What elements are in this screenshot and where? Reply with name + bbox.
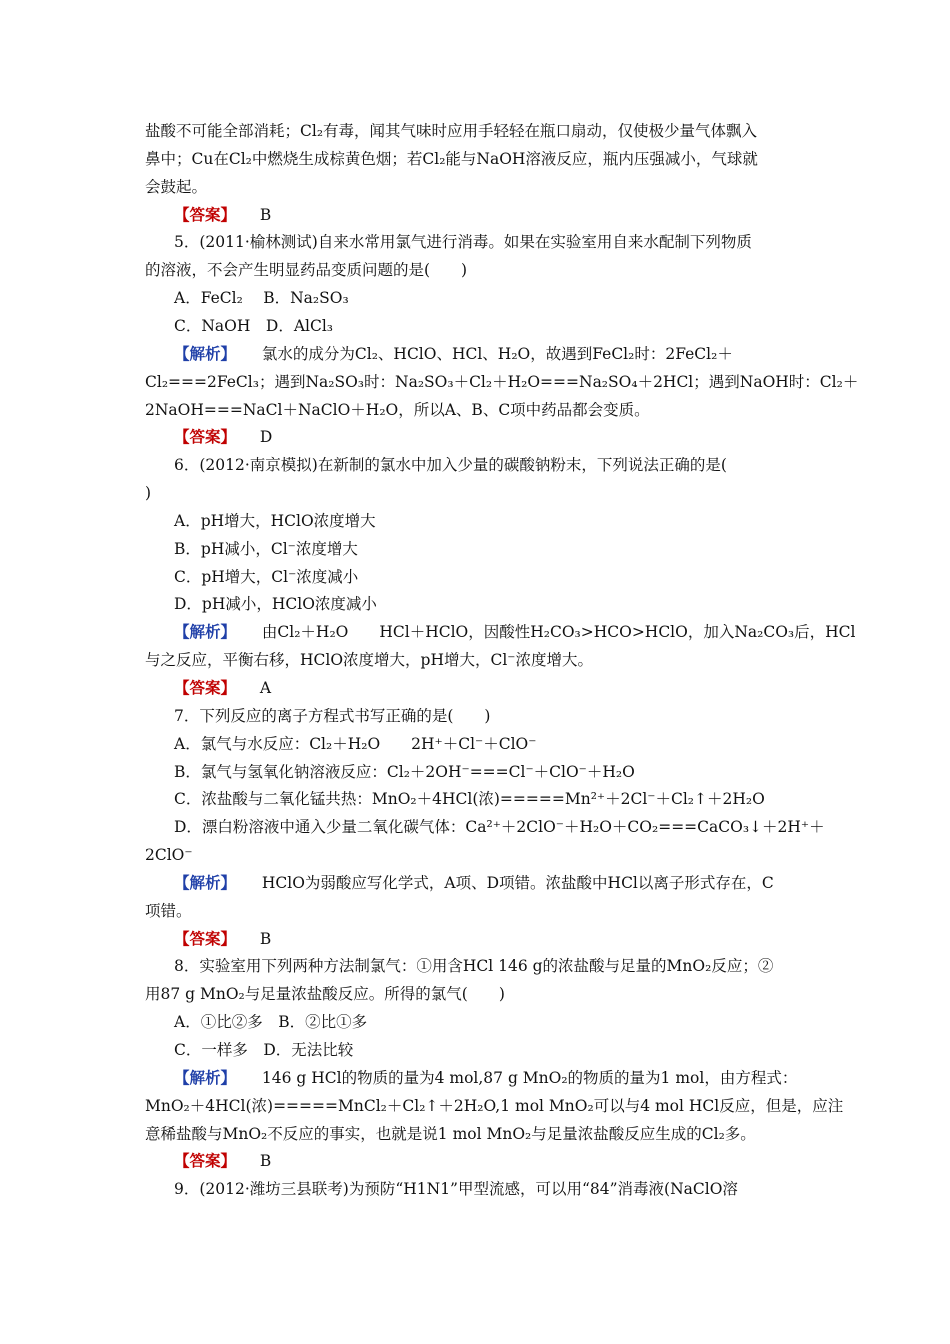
question-7: 7．下列反应的离子方程式书写正确的是( ) [174, 707, 491, 725]
option-line: D．pH减小，HClO浓度减小 [174, 595, 377, 613]
analysis-line [174, 873, 774, 893]
option-line: D．漂白粉溶液中通入少量二氧化碳气体：Ca²⁺＋2ClO⁻＋H₂O＋CO₂===CaCO₃↓＋2H⁺＋ [174, 818, 825, 836]
option-line: C．一样多 D．无法比较 [174, 1041, 354, 1059]
text-line: 2ClO⁻ [145, 846, 193, 864]
option-line: A．FeCl₂ B．Na₂SO₃ [174, 289, 349, 307]
answer-line [174, 427, 272, 447]
answer-tag: 【答案】 [174, 929, 237, 948]
question-8: 8．实验室用下列两种方法制氯气：①用含HCl 146 g的浓盐酸与足量的MnO₂反应；② [174, 957, 774, 975]
text-line: ) [145, 484, 152, 502]
question-5: 5．(2011·榆林测试)自来水常用氯气进行消毒。如果在实验室用自来水配制下列物质 [174, 233, 752, 251]
text-line: MnO₂＋4HCl(浓)=====MnCl₂＋Cl₂↑＋2H₂O,1 mol MnO₂可以与4 mol HCl反应，但是，应注 [145, 1097, 844, 1115]
option-line: C．浓盐酸与二氧化锰共热：MnO₂＋4HCl(浓)=====Mn²⁺＋2Cl⁻＋Cl₂↑＋2H₂O [174, 790, 765, 808]
answer-tag: 【答案】 [174, 427, 237, 446]
text-line: 鼻中；Cu在Cl₂中燃烧生成棕黄色烟；若Cl₂能与NaOH溶液反应，瓶内压强减小，气球就 [145, 150, 758, 168]
option-line: C．NaOH D．AlCl₃ [174, 317, 333, 335]
text-line: 项错。 [145, 902, 192, 920]
text-line: 盐酸不可能全部消耗；Cl₂有毒，闻其气味时应用手轻轻在瓶口扇动，仅使极少量气体飘入 [145, 122, 758, 140]
answer-value: B [259, 1152, 272, 1170]
answer-value: B [259, 930, 272, 948]
answer-line [174, 1151, 271, 1171]
answer-value: B [259, 206, 272, 224]
answer-line [174, 678, 271, 698]
text-line: 意稀盐酸与MnO₂不反应的事实，也就是说1 mol MnO₂与足量浓盐酸反应生成的Cl₂多。 [145, 1125, 756, 1143]
answer-value: D [259, 428, 273, 446]
analysis-text: HClO为弱酸应写化学式，A项、D项错。浓盐酸中HCl以离子形式存在，C [261, 874, 774, 892]
analysis-line [174, 344, 733, 364]
analysis-tag: 【解析】 [174, 873, 237, 892]
analysis-line [174, 622, 855, 642]
text-line: 的溶液，不会产生明显药品变质问题的是( ) [145, 261, 468, 279]
question-6: 6．(2012·南京模拟)在新制的氯水中加入少量的碳酸钠粉末，下列说法正确的是( [174, 456, 727, 474]
analysis-text: 146 g HCl的物质的量为4 mol,87 g MnO₂的物质的量为1 mol，由方程式： [261, 1069, 798, 1087]
answer-line [174, 929, 271, 949]
option-line: B．氯气与氢氧化钠溶液反应：Cl₂＋2OH⁻===Cl⁻＋ClO⁻＋H₂O [174, 763, 635, 781]
analysis-text: 由Cl₂＋H₂O HCl＋HClO，因酸性H₂CO₃>HCO>HClO，加入Na₂CO₃后，HCl [261, 623, 856, 641]
option-line: A．pH增大，HClO浓度增大 [174, 512, 376, 530]
text-line: Cl₂===2FeCl₃；遇到Na₂SO₃时：Na₂SO₃＋Cl₂＋H₂O===Na₂SO₄＋2HCl；遇到NaOH时：Cl₂＋ [145, 373, 859, 391]
option-line: A．氯气与水反应：Cl₂＋H₂O 2H⁺＋Cl⁻＋ClO⁻ [174, 735, 537, 753]
option-line: B．pH减小，Cl⁻浓度增大 [174, 540, 358, 558]
analysis-line [174, 1068, 797, 1088]
option-line: A．①比②多 B．②比①多 [174, 1013, 368, 1031]
text-line: 会鼓起。 [145, 178, 208, 196]
answer-tag: 【答案】 [174, 205, 237, 224]
analysis-text: 氯水的成分为Cl₂、HClO、HCl、H₂O，故遇到FeCl₂时：2FeCl₂＋ [261, 345, 733, 363]
text-line: 与之反应，平衡右移，HClO浓度增大，pH增大，Cl⁻浓度增大。 [145, 651, 593, 669]
analysis-tag: 【解析】 [174, 344, 237, 363]
answer-tag: 【答案】 [174, 1151, 237, 1170]
option-line: C．pH增大，Cl⁻浓度减小 [174, 568, 359, 586]
question-9: 9．(2012·潍坊三县联考)为预防“H1N1”甲型流感，可以用“84”消毒液(NaClO溶 [174, 1180, 738, 1198]
text-line: 用87 g MnO₂与足量浓盐酸反应。所得的氯气( ) [145, 985, 505, 1003]
answer-tag: 【答案】 [174, 678, 237, 697]
answer-line [174, 205, 271, 225]
analysis-tag: 【解析】 [174, 1068, 237, 1087]
answer-value: A [259, 679, 272, 697]
text-line: 2NaOH===NaCl＋NaClO＋H₂O，所以A、B、C项中药品都会变质。 [145, 401, 650, 419]
analysis-tag: 【解析】 [174, 622, 237, 641]
